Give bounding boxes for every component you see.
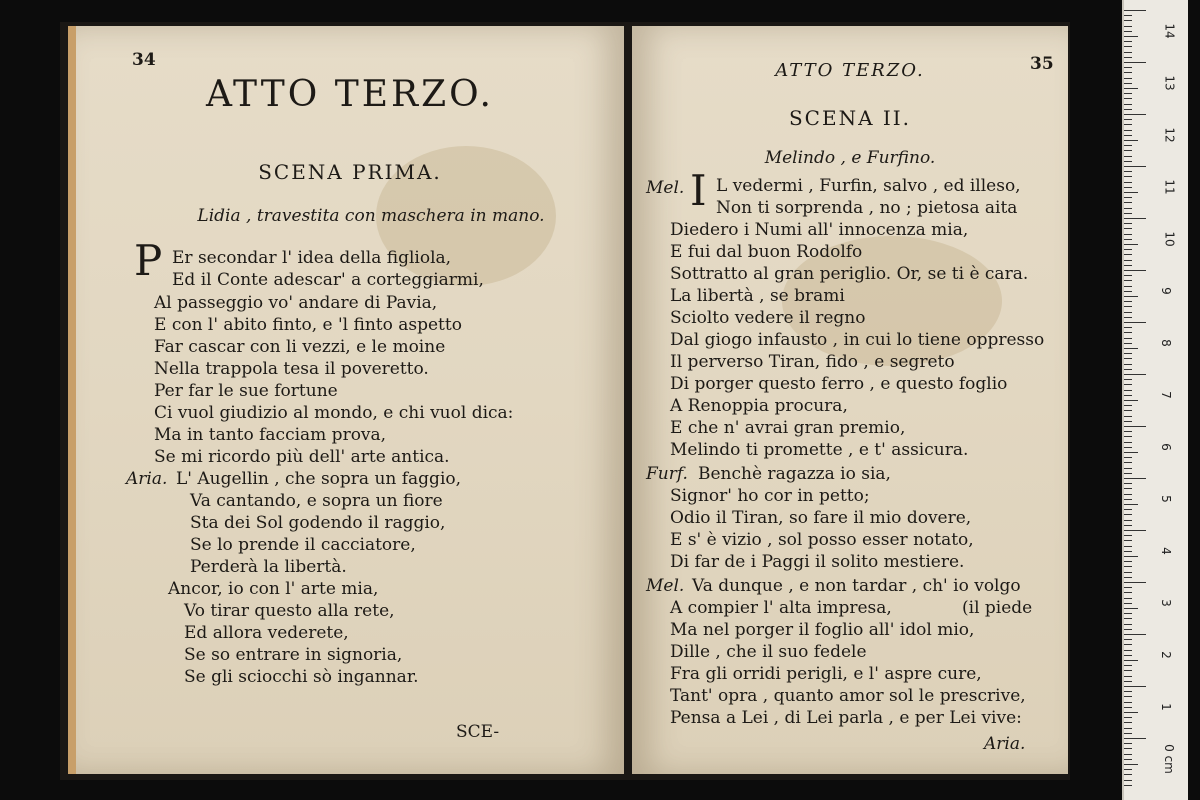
- ruler-tick: [1124, 748, 1132, 749]
- ruler-tick: [1124, 665, 1132, 666]
- ruler-number: 8: [1158, 339, 1173, 347]
- ruler-tick: [1124, 390, 1132, 391]
- ruler-tick: [1124, 67, 1132, 68]
- verse-line: E fui dal buon Rodolfo: [670, 242, 863, 262]
- verse-line: Ma in tanto facciam prova,: [154, 425, 387, 445]
- ruler-tick: [1124, 785, 1132, 786]
- ruler-tick: [1124, 743, 1132, 744]
- ruler-tick: [1124, 421, 1132, 422]
- ruler-tick: [1124, 36, 1138, 37]
- ruler-tick: [1124, 369, 1132, 370]
- verse-line: Ed il Conte adescar' a corteggiarmi,: [172, 270, 484, 290]
- ruler-tick: [1124, 260, 1132, 261]
- ruler-tick: [1124, 114, 1146, 115]
- ruler-tick: [1124, 624, 1132, 625]
- ruler-tick: [1124, 41, 1132, 42]
- ruler-tick: [1124, 468, 1132, 469]
- ruler-tick: [1124, 150, 1132, 151]
- ruler-tick: [1124, 754, 1132, 755]
- ruler-tick: [1124, 722, 1132, 723]
- ruler-tick: [1124, 592, 1132, 593]
- ruler-tick: [1124, 478, 1146, 479]
- ruler-number: 11: [1162, 179, 1177, 195]
- ruler-tick: [1124, 686, 1146, 687]
- ruler-number: 3: [1158, 599, 1173, 607]
- ruler-tick: [1124, 57, 1132, 58]
- ruler-tick: [1124, 608, 1138, 609]
- ruler-tick: [1124, 676, 1132, 677]
- ruler-tick: [1124, 442, 1132, 443]
- ruler-tick: [1124, 296, 1138, 297]
- ruler-tick: [1124, 520, 1132, 521]
- ruler-tick: [1124, 135, 1132, 136]
- ruler-tick: [1124, 535, 1132, 536]
- ruler-number: 13: [1162, 75, 1177, 91]
- aria-label: Aria.: [126, 469, 168, 489]
- verse-line: Tant' opra , quanto amor sol le prescrive,: [670, 686, 1026, 706]
- ruler-tick: [1124, 483, 1132, 484]
- open-book: [60, 22, 1070, 780]
- aria-line: Vo tirar questo alla rete,: [184, 601, 395, 621]
- ruler-tick: [1124, 202, 1132, 203]
- verse-line: Al passeggio vo' andare di Pavia,: [154, 293, 438, 313]
- act-title: ATTO TERZO.: [206, 74, 494, 115]
- verse-line: Odio il Tiran, so fare il mio dovere,: [670, 508, 972, 528]
- ruler-tick: [1124, 639, 1132, 640]
- speaker-label: Mel.: [646, 576, 685, 596]
- aria-line: Va cantando, e sopra un fiore: [190, 491, 443, 511]
- verse-line: Far cascar con li vezzi, e le moine: [154, 337, 446, 357]
- ruler-tick: [1124, 332, 1132, 333]
- ruler-tick: [1124, 145, 1132, 146]
- verse-line: Nella trappola tesa il poveretto.: [154, 359, 429, 379]
- ruler-tick: [1124, 343, 1132, 344]
- ruler-tick: [1124, 410, 1132, 411]
- aria-line: Se so entrare in signoria,: [184, 645, 403, 665]
- ruler-tick: [1124, 613, 1132, 614]
- ruler-number: 4: [1158, 547, 1173, 555]
- ruler-tick: [1124, 561, 1132, 562]
- ruler-tick: [1124, 348, 1138, 349]
- speaker-label: Mel.: [646, 178, 685, 198]
- ruler-tick: [1124, 78, 1132, 79]
- ruler-tick: [1124, 728, 1132, 729]
- ruler-tick: [1124, 338, 1132, 339]
- verse-line: Va dunque , e non tardar , ch' io volgo: [692, 576, 1021, 596]
- turnover-text: (il piede: [962, 598, 1033, 618]
- ruler-tick: [1124, 670, 1132, 671]
- verse-line: Dille , che il suo fedele: [670, 642, 867, 662]
- ruler-tick: [1124, 270, 1146, 271]
- verse-line: Er secondar l' idea della figliola,: [172, 248, 452, 268]
- ruler-tick: [1124, 161, 1132, 162]
- ruler-number: 12: [1162, 127, 1177, 143]
- ruler-tick: [1124, 358, 1132, 359]
- ruler-tick: [1124, 384, 1132, 385]
- left-page: [68, 26, 624, 774]
- ruler-tick: [1124, 514, 1132, 515]
- ruler-tick: [1124, 353, 1132, 354]
- ruler-tick: [1124, 499, 1132, 500]
- aria-line: Ed allora vederete,: [184, 623, 349, 643]
- ruler-tick: [1124, 712, 1138, 713]
- ruler-tick: [1124, 707, 1132, 708]
- verse-line: Ma nel porger il foglio all' idol mio,: [670, 620, 975, 640]
- verse-line: Sottratto al gran periglio. Or, se ti è cara.: [670, 264, 1029, 284]
- aria-line: Se gli sciocchi sò ingannar.: [184, 667, 419, 687]
- verse-line: Non ti sorprenda , no ; pietosa aita: [716, 198, 1018, 218]
- ruler-tick: [1124, 280, 1132, 281]
- ruler-tick: [1124, 494, 1132, 495]
- catchword: SCE-: [456, 722, 500, 742]
- ruler-tick: [1124, 239, 1132, 240]
- ruler-number: 7: [1158, 391, 1173, 399]
- ruler-tick: [1124, 431, 1132, 432]
- ruler-tick: [1124, 738, 1146, 739]
- ruler-tick: [1124, 317, 1132, 318]
- ruler-tick: [1124, 72, 1132, 73]
- scene-title: SCENA PRIMA.: [258, 160, 442, 184]
- ruler-tick: [1124, 400, 1138, 401]
- verse-line: A Renoppia procura,: [670, 396, 848, 416]
- verse-line: Di porger questo ferro , e questo foglio: [670, 374, 1008, 394]
- ruler-tick: [1124, 322, 1146, 323]
- ruler-tick: [1124, 291, 1132, 292]
- ruler-tick: [1124, 374, 1146, 375]
- ruler-number: 0 cm: [1161, 744, 1176, 774]
- ruler-number: 1: [1158, 703, 1173, 711]
- ruler-tick: [1124, 634, 1146, 635]
- ruler-tick: [1124, 696, 1132, 697]
- ruler-tick: [1124, 275, 1132, 276]
- ruler-tick: [1124, 780, 1132, 781]
- ruler-tick: [1124, 156, 1132, 157]
- ruler-tick: [1124, 702, 1132, 703]
- verse-line: E con l' abito finto, e 'l finto aspetto: [154, 315, 462, 335]
- ruler-tick: [1124, 254, 1132, 255]
- verse-line: Se mi ricordo più dell' arte antica.: [154, 447, 450, 467]
- ruler-tick: [1124, 405, 1132, 406]
- verse-line: Fra gli orridi perigli, e l' aspre cure,: [670, 664, 982, 684]
- ruler-tick: [1124, 228, 1132, 229]
- ruler-tick: [1124, 473, 1132, 474]
- ruler-tick: [1124, 187, 1132, 188]
- ruler-tick: [1124, 171, 1132, 172]
- verse-line: La libertà , se brami: [670, 286, 845, 306]
- ruler-tick: [1124, 457, 1132, 458]
- stage-direction: Lidia , travestita con maschera in mano.: [197, 206, 545, 226]
- ruler-tick: [1124, 769, 1132, 770]
- ruler-tick: [1124, 93, 1132, 94]
- right-page: [632, 26, 1068, 774]
- ruler-tick: [1124, 587, 1132, 588]
- ruler-tick: [1124, 644, 1132, 645]
- ruler-tick: [1124, 395, 1132, 396]
- ruler-tick: [1124, 603, 1132, 604]
- verse-line: E che n' avrai gran premio,: [670, 418, 906, 438]
- ruler-tick: [1124, 488, 1132, 489]
- verse-line: L vedermi , Furfin, salvo , ed illeso,: [716, 176, 1021, 196]
- ruler-tick: [1124, 213, 1132, 214]
- verse-line: Pensa a Lei , di Lei parla , e per Lei vive:: [670, 708, 1022, 728]
- aria-line: Ancor, io con l' arte mia,: [168, 579, 379, 599]
- verse-line: Per far le sue fortune: [154, 381, 338, 401]
- ruler-tick: [1124, 462, 1132, 463]
- ruler-tick: [1124, 691, 1132, 692]
- aria-line: Perderà la libertà.: [190, 557, 347, 577]
- ruler-tick: [1124, 301, 1132, 302]
- ruler-tick: [1124, 119, 1132, 120]
- ruler-tick: [1124, 249, 1132, 250]
- ruler-tick: [1124, 20, 1132, 21]
- verse-line: Di far de i Paggi il solito mestiere.: [670, 552, 965, 572]
- ruler-number: 14: [1162, 23, 1177, 39]
- ruler-tick: [1124, 681, 1132, 682]
- ruler-tick: [1124, 551, 1132, 552]
- ruler-tick: [1124, 197, 1132, 198]
- ruler-tick: [1124, 774, 1132, 775]
- ruler-tick: [1124, 10, 1146, 11]
- ruler-tick: [1124, 46, 1132, 47]
- ruler-tick: [1124, 655, 1132, 656]
- ruler-tick: [1124, 426, 1146, 427]
- ruler-tick: [1124, 452, 1138, 453]
- aria-line: Sta dei Sol godendo il raggio,: [190, 513, 446, 533]
- drop-cap: I: [690, 166, 707, 215]
- ruler-tick: [1124, 364, 1132, 365]
- verse-line: Diedero i Numi all' innocenza mia,: [670, 220, 969, 240]
- scene-title: SCENA II.: [788, 106, 912, 130]
- ruler-tick: [1124, 546, 1132, 547]
- verse-line: Benchè ragazza io sia,: [698, 464, 891, 484]
- ruler-tick: [1124, 416, 1132, 417]
- aria-line: Se lo prende il cacciatore,: [190, 535, 416, 555]
- ruler-tick: [1124, 124, 1132, 125]
- ruler-tick: [1124, 208, 1132, 209]
- measurement-ruler: [1122, 0, 1188, 800]
- ruler-tick: [1124, 88, 1138, 89]
- verse-line: Dal giogo infausto , in cui lo tiene oppresso: [670, 330, 1045, 350]
- stage-direction: Melindo , e Furfino.: [764, 148, 936, 168]
- ruler-tick: [1124, 218, 1146, 219]
- ruler-tick: [1124, 436, 1132, 437]
- running-head: ATTO TERZO.: [775, 60, 925, 81]
- catchword: Aria.: [984, 734, 1026, 754]
- verse-line: E s' è vizio , sol posso esser notato,: [670, 530, 974, 550]
- ruler-tick: [1124, 504, 1138, 505]
- ruler-tick: [1124, 764, 1138, 765]
- ruler-tick: [1124, 265, 1132, 266]
- ruler-number: 5: [1158, 495, 1173, 503]
- ruler-tick: [1124, 530, 1146, 531]
- ruler-tick: [1124, 733, 1132, 734]
- ruler-tick: [1124, 577, 1132, 578]
- ruler-tick: [1124, 62, 1146, 63]
- ruler-tick: [1124, 176, 1132, 177]
- verse-line: Il perverso Tiran, fido , e segreto: [670, 352, 955, 372]
- ruler-tick: [1124, 286, 1132, 287]
- ruler-tick: [1124, 525, 1132, 526]
- ruler-tick: [1124, 15, 1132, 16]
- ruler-tick: [1124, 660, 1138, 661]
- verse-line: Sciolto vedere il regno: [670, 308, 866, 328]
- ruler-tick: [1124, 192, 1138, 193]
- page-number: 34: [132, 50, 156, 70]
- ruler-tick: [1124, 83, 1132, 84]
- verse-line: Melindo ti promette , e t' assicura.: [670, 440, 969, 460]
- ruler-tick: [1124, 379, 1132, 380]
- drop-cap: P: [134, 236, 163, 285]
- page-number: 35: [1030, 54, 1054, 74]
- ruler-tick: [1124, 566, 1132, 567]
- ruler-tick: [1124, 447, 1132, 448]
- ruler-tick: [1124, 234, 1132, 235]
- ruler-tick: [1124, 182, 1132, 183]
- ruler-tick: [1124, 556, 1138, 557]
- ruler-tick: [1124, 98, 1132, 99]
- ruler-tick: [1124, 166, 1146, 167]
- ruler-tick: [1124, 306, 1132, 307]
- ruler-tick: [1124, 327, 1132, 328]
- verse-line: Ci vuol giudizio al mondo, e chi vuol dica:: [154, 403, 514, 423]
- ruler-number: 6: [1158, 443, 1173, 451]
- verse-line: Signor' ho cor in petto;: [670, 486, 870, 506]
- ruler-tick: [1124, 140, 1138, 141]
- ruler-tick: [1124, 130, 1132, 131]
- ruler-tick: [1124, 540, 1132, 541]
- ruler-tick: [1124, 650, 1132, 651]
- aria-line: L' Augellin , che sopra un faggio,: [176, 469, 462, 489]
- ruler-number: 10: [1162, 231, 1177, 247]
- ruler-tick: [1124, 26, 1132, 27]
- ruler-tick: [1124, 244, 1138, 245]
- ruler-tick: [1124, 52, 1132, 53]
- ruler-tick: [1124, 618, 1132, 619]
- ruler-number: 9: [1158, 287, 1173, 295]
- ruler-tick: [1124, 109, 1132, 110]
- ruler-tick: [1124, 312, 1132, 313]
- ruler-tick: [1124, 629, 1132, 630]
- ruler-tick: [1124, 31, 1132, 32]
- ruler-tick: [1124, 717, 1132, 718]
- ruler-tick: [1124, 759, 1132, 760]
- verse-line: A compier l' alta impresa,: [670, 598, 892, 618]
- ruler-tick: [1124, 582, 1146, 583]
- ruler-tick: [1124, 104, 1132, 105]
- ruler-tick: [1124, 509, 1132, 510]
- ruler-number: 2: [1158, 651, 1173, 659]
- ruler-tick: [1124, 223, 1132, 224]
- speaker-label: Furf.: [646, 464, 688, 484]
- ruler-tick: [1124, 572, 1132, 573]
- ruler-tick: [1124, 598, 1132, 599]
